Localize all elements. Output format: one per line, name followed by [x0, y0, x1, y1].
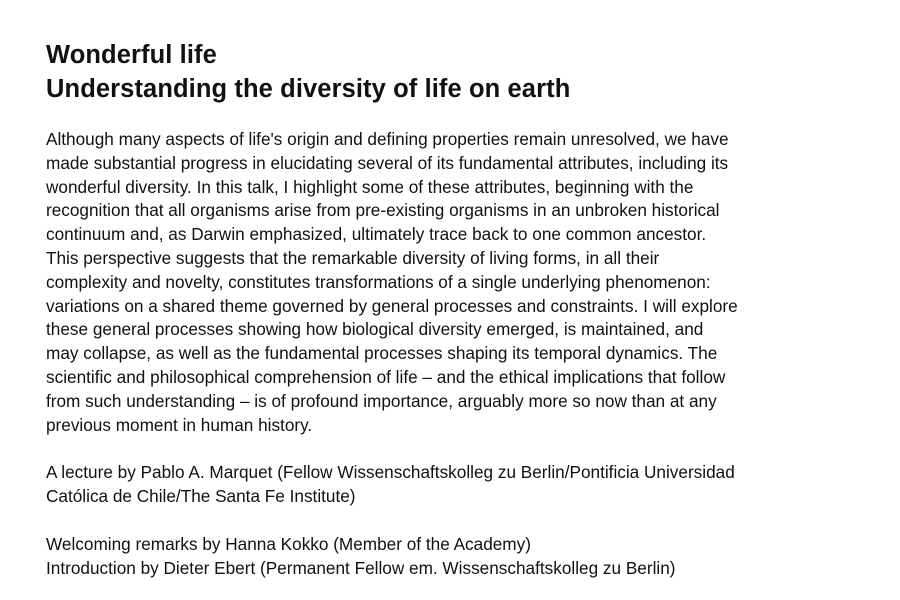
- document-page: [46, 38, 866, 581]
- abstract-line: This perspective suggests that the remarkable diversity of living forms, in all their: [46, 247, 660, 268]
- introduction-credit: Introduction by Dieter Ebert (Permanent Fellow em. Wissenschaftskolleg zu Berlin): [46, 557, 676, 578]
- lecturer-credit-line: Católica de Chile/The Santa Fe Institute): [46, 486, 356, 507]
- abstract-line: made substantial progress in elucidating several of its fundamental attributes, including its: [46, 152, 729, 173]
- lecturer-credit-line: A lecture by Pablo A. Marquet (Fellow Wissenschaftskolleg zu Berlin/Pontificia Universidad: [46, 462, 735, 483]
- abstract-line: wonderful diversity. In this talk, I highlight some of these attributes, beginning with the: [46, 176, 694, 197]
- abstract-paragraph: [46, 128, 866, 437]
- title-line-2: Understanding the diversity of life on earth: [46, 75, 571, 103]
- welcoming-remarks: Welcoming remarks by Hanna Kokko (Member of the Academy): [46, 533, 531, 554]
- abstract-line: continuum and, as Darwin emphasized, ultimately trace back to one common ancestor.: [46, 224, 707, 245]
- title-line-1: Wonderful life: [46, 41, 217, 69]
- abstract-line: complexity and novelty, constitutes transformations of a single underlying phenomenon:: [46, 271, 711, 292]
- abstract-line: Although many aspects of life's origin and defining properties remain unresolved, we have: [46, 129, 729, 149]
- abstract-line: recognition that all organisms arise from pre-existing organisms in an unbroken historical: [46, 200, 720, 221]
- abstract-line: previous moment in human history.: [46, 414, 313, 435]
- page-title: [46, 38, 866, 106]
- credits-section: [46, 461, 866, 580]
- abstract-line: these general processes showing how biological diversity emerged, is maintained, and: [46, 319, 704, 340]
- abstract-line: scientific and philosophical comprehension of life – and the ethical implications that follow: [46, 366, 726, 387]
- abstract-line: variations on a shared theme governed by general processes and constraints. I will explore: [46, 295, 738, 316]
- lecturer-credit: [46, 461, 866, 509]
- abstract-line: from such understanding – is of profound importance, arguably more so now than at any: [46, 390, 717, 411]
- spacer: [46, 509, 866, 533]
- abstract-line: may collapse, as well as the fundamental processes shaping its temporal dynamics. The: [46, 343, 718, 364]
